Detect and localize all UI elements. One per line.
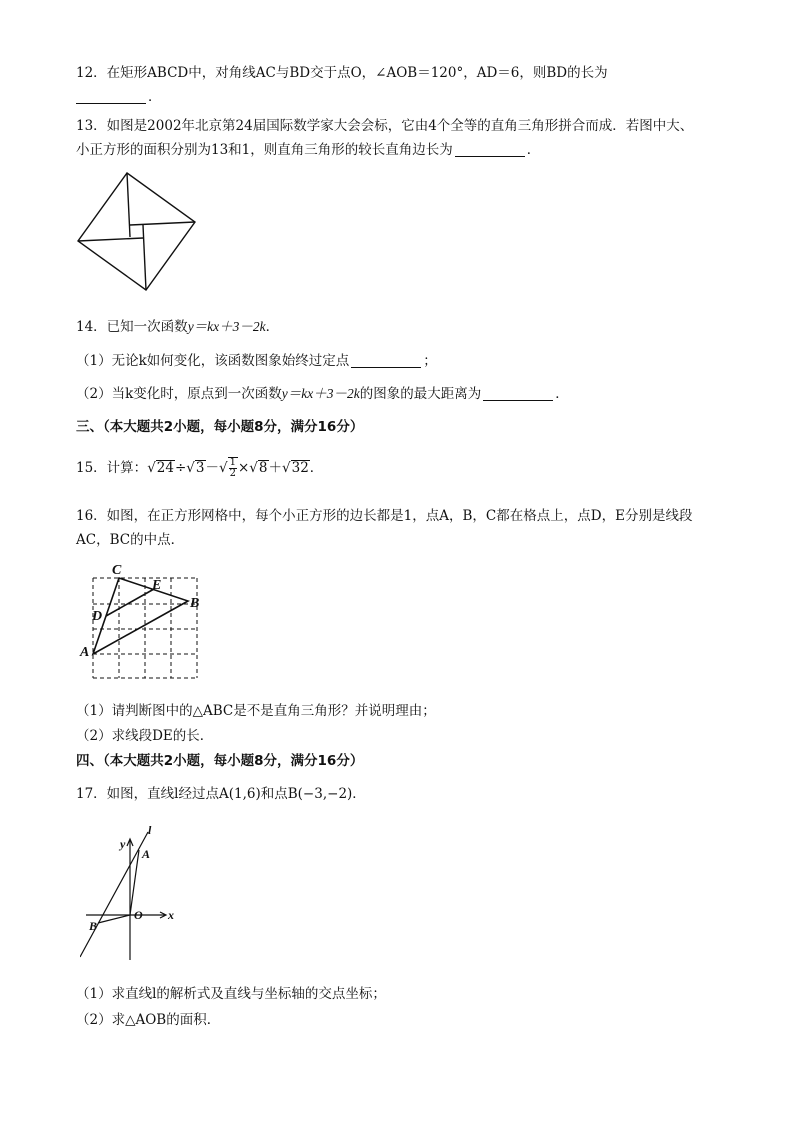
q17-text-1: 17．如图，直线l经过点A(1,6)和点B(−3,−2)． bbox=[76, 786, 366, 802]
q16-text-2: AC，BC的中点． bbox=[76, 532, 185, 548]
q15-frac-den: 2 bbox=[229, 468, 236, 479]
q14-part2-text-a: （2）当k变化时，原点到一次函数 bbox=[76, 386, 282, 402]
q15-op-3: × bbox=[237, 460, 250, 476]
dashed-grid bbox=[93, 578, 200, 678]
q16-part1 bbox=[76, 702, 436, 720]
q15-fraction bbox=[229, 458, 237, 479]
q15-radicand-1: 24 bbox=[156, 460, 174, 476]
q17-line1 bbox=[76, 785, 366, 803]
q13-end: ． bbox=[526, 142, 541, 158]
q15-end: ． bbox=[309, 460, 324, 476]
label-l: l bbox=[148, 823, 152, 837]
q16-part2 bbox=[76, 727, 213, 745]
triangle-leg-3 bbox=[143, 225, 146, 290]
q13-text-2: 小正方形的面积分别为13和1，则直角三角形的较长直角边长为 bbox=[76, 142, 453, 158]
label-b: B bbox=[89, 919, 98, 933]
q15-frac-radical bbox=[228, 457, 238, 479]
q13-line2 bbox=[76, 141, 540, 159]
label-d: D bbox=[92, 609, 103, 624]
q12-text: 12．在矩形ABCD中，对角线AC与BD交于点O，∠AOB＝120°，AD＝6，则BD的长为 bbox=[76, 65, 608, 81]
q14-part1-text: （1）无论k如何变化，该函数图象始终过定点 bbox=[76, 353, 350, 369]
q14-equation: y＝kx＋3－2k bbox=[187, 319, 266, 334]
section-3-heading bbox=[76, 418, 363, 436]
big-square bbox=[78, 173, 195, 290]
triangle-leg-2 bbox=[130, 222, 195, 225]
q15-radicand-4: 32 bbox=[291, 460, 309, 476]
triangle-leg-1 bbox=[127, 173, 130, 237]
segment-ao bbox=[130, 850, 139, 915]
label-o: O bbox=[134, 908, 143, 922]
q16-line2 bbox=[76, 531, 184, 549]
q14-part1 bbox=[76, 352, 437, 370]
label-b: B bbox=[190, 596, 200, 611]
q14-part1-blank[interactable] bbox=[351, 353, 421, 368]
q14-part2-text-b: 的图象的最大距离为 bbox=[359, 386, 482, 402]
q17-part2-text: （2）求△AOB的面积． bbox=[76, 1012, 221, 1028]
q17-part2 bbox=[76, 1011, 220, 1029]
triangle-leg-4 bbox=[78, 238, 143, 241]
q16-part1-text: （1）请判断图中的△ABC是不是直角三角形？并说明理由； bbox=[76, 703, 436, 719]
q13-line1 bbox=[76, 117, 693, 135]
q15-label: 15．计算： bbox=[76, 460, 148, 476]
q14-part2-blank[interactable] bbox=[483, 386, 553, 401]
label-a: A bbox=[80, 645, 90, 660]
q13-figure bbox=[74, 170, 200, 296]
q16-text-1: 16．如图，在正方形网格中，每个小正方形的边长都是1，点A，B，C都在格点上，点D，E分别是线段 bbox=[76, 508, 693, 524]
q17-figure bbox=[80, 820, 190, 970]
q13-answer-blank[interactable] bbox=[455, 142, 525, 157]
q16-figure bbox=[78, 560, 208, 682]
label-c: C bbox=[112, 563, 122, 578]
q13-text-1: 13．如图是2002年北京第24届国际数学家大会会标，它由4个全等的直角三角形拼合而成．若图中大、 bbox=[76, 118, 694, 134]
line-l bbox=[80, 832, 151, 957]
section-4-heading bbox=[76, 752, 363, 770]
label-x: x bbox=[168, 908, 174, 922]
q14-line1 bbox=[76, 318, 279, 336]
q14-part2-end: ． bbox=[555, 386, 569, 402]
section-3-text: 三、（本大题共2小题，每小题8分，满分16分） bbox=[76, 419, 364, 435]
section-4-text: 四、（本大题共2小题，每小题8分，满分16分） bbox=[76, 753, 364, 769]
q14-part2 bbox=[76, 385, 569, 403]
q15-frac-num: 1 bbox=[229, 457, 236, 468]
q17-part1-text: （1）求直线l的解析式及直线与坐标轴的交点坐标； bbox=[76, 986, 386, 1002]
q12-line2 bbox=[76, 88, 162, 106]
q14-title: 14．已知一次函数 bbox=[76, 319, 188, 335]
q15-radicand-2: 3 bbox=[195, 460, 205, 476]
q16-part2-text: （2）求线段DE的长． bbox=[76, 728, 214, 744]
q12-line1 bbox=[76, 64, 608, 82]
q14-part1-end: ； bbox=[423, 353, 437, 369]
q16-line1 bbox=[76, 507, 692, 525]
q15-radicand-3: 8 bbox=[258, 460, 268, 476]
label-a: A bbox=[142, 847, 151, 861]
q15-op-4: ＋ bbox=[268, 460, 282, 476]
label-y: y bbox=[120, 837, 126, 851]
q12-answer-blank[interactable] bbox=[76, 89, 146, 104]
q14-title-end: ． bbox=[265, 319, 280, 335]
label-e: E bbox=[152, 578, 162, 593]
q12-end: ． bbox=[148, 89, 162, 105]
q17-part1 bbox=[76, 985, 386, 1003]
q15-op-2: － bbox=[205, 460, 219, 476]
q15-op-1: ÷ bbox=[174, 460, 187, 476]
q15-line: 15．计算：√24÷√3－√ $\frac{1}{2}$ ×√8＋√32． bbox=[76, 457, 324, 479]
q14-part2-equation: y＝kx＋3－2k bbox=[281, 386, 360, 401]
